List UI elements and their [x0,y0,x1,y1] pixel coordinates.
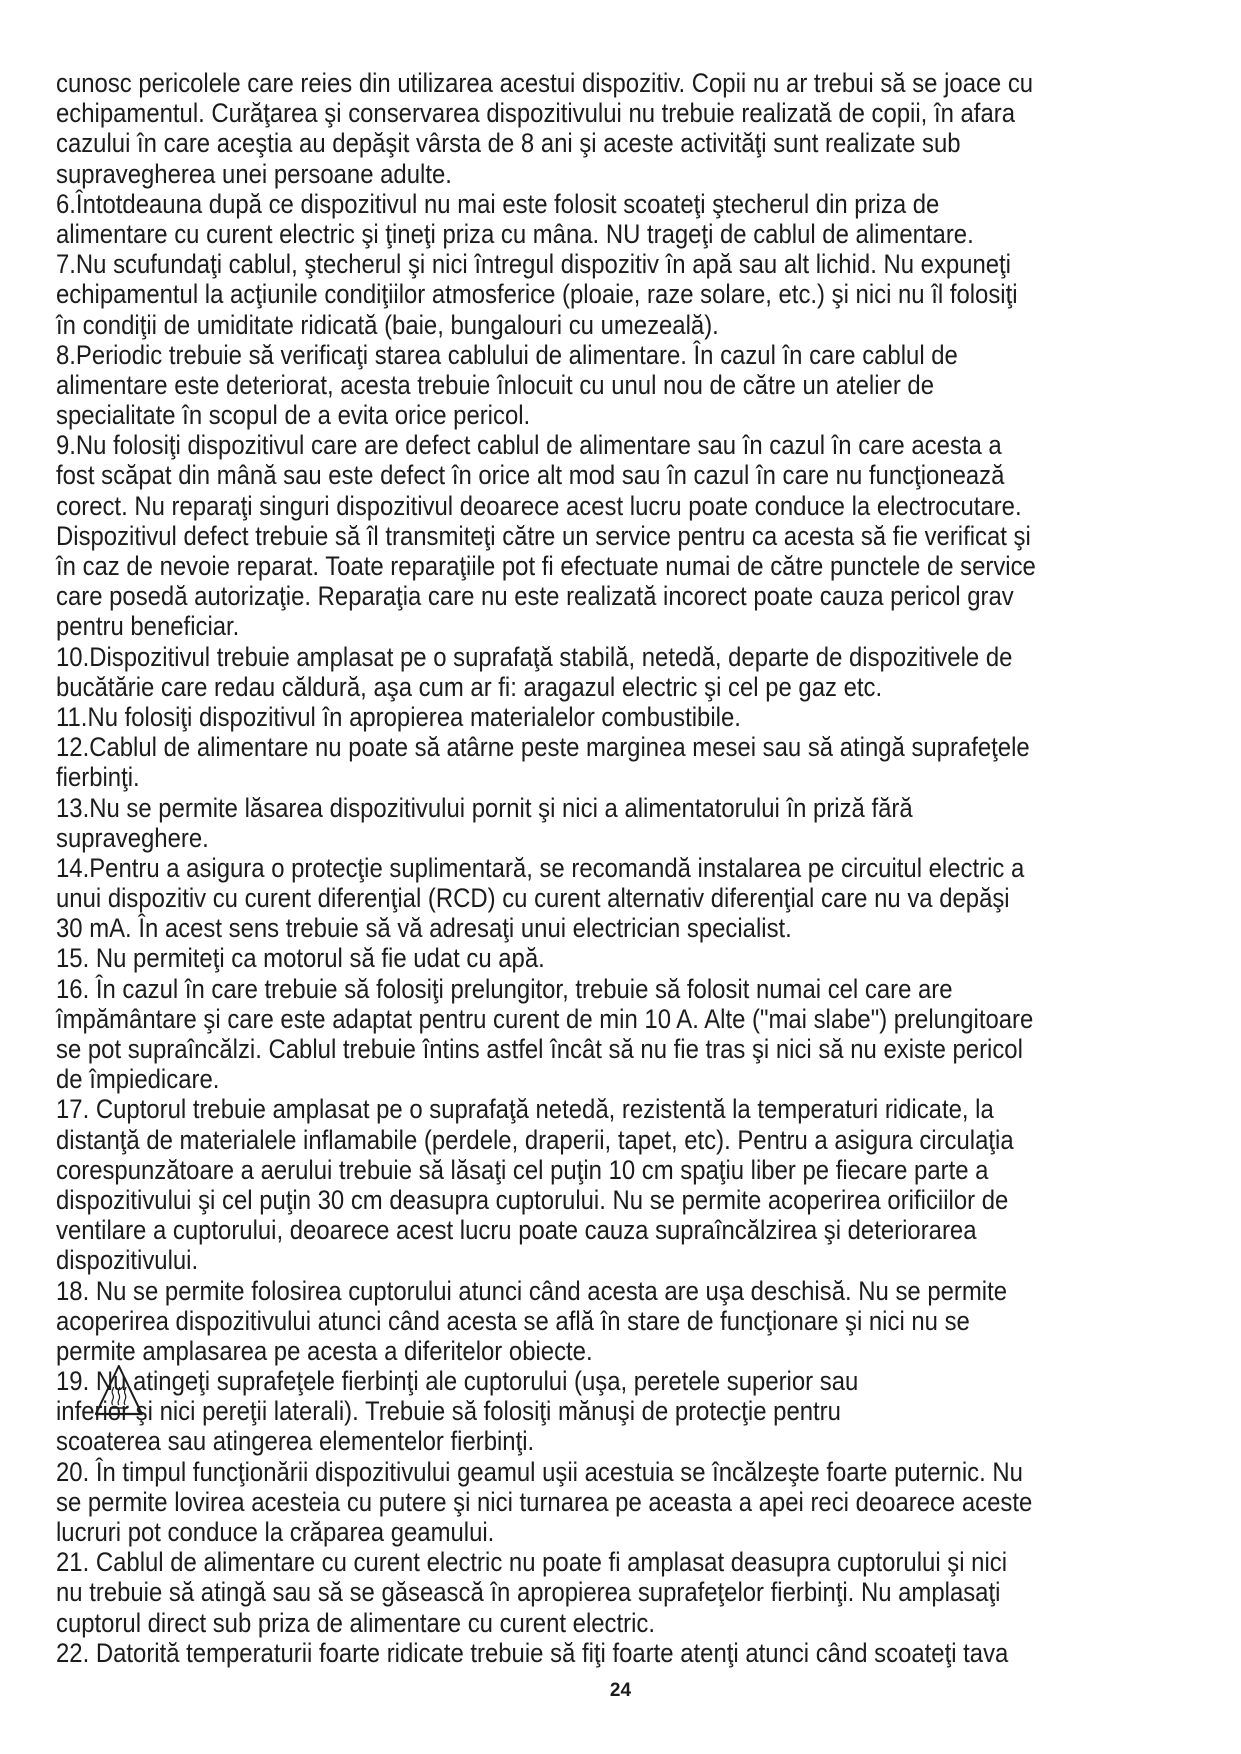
text-line: dispozitivului şi cel puţin 30 cm deasupra cuptorului. Nu se permite acoperirea orificiilor de [56,1184,1009,1215]
text-line: împământare şi care este adaptat pentru curent de min 10 A. Alte ("mai slabe") prelungitoare [56,1003,1034,1034]
text-line: alimentare cu curent electric şi ţineţi priza cu mâna. NU trageţi de cablul de alimentare. [56,218,974,249]
text-line: 20. În timpul funcţionării dispozitivului geamul uşii acestuia se încălzeşte foarte puternic. Nu [56,1456,1023,1487]
text-line: 9.Nu folosiţi dispozitivul care are defect cablul de alimentare sau în cazul în care acesta a [56,430,1002,461]
text-line: scoaterea sau atingerea elementelor fierbinţi. [56,1426,535,1457]
text-line: cazului în care aceştia au depăşit vârsta de 8 ani şi aceste activităţi sunt realizate sub [56,128,961,159]
text-line: 12.Cablul de alimentare nu poate să atârne peste marginea mesei sau să atingă suprafeţele [56,732,1030,763]
text-line: se permite lovirea acesteia cu putere şi nici turnarea pe aceasta a apei reci deoarece aceste [56,1486,1033,1517]
text-line: 18. Nu se permite folosirea cuptorului atunci când acesta are uşa deschisă. Nu se permite [56,1275,1008,1306]
text-line: 17. Cuptorul trebuie amplasat pe o suprafaţă netedă, rezistentă la temperaturi ridicate, la [56,1094,994,1125]
text-line: lucruri pot conduce la crăparea geamului. [56,1517,495,1547]
text-line: fierbinţi. [56,762,140,793]
text-line: 11.Nu folosiţi dispozitivul în apropierea materialelor combustibile. [56,701,741,732]
text-line: 6.Întotdeauna după ce dispozitivul nu mai este folosit scoateţi ştecherul din priza de [56,188,940,219]
text-line-with-warning [56,1366,1065,1396]
document-body [56,68,1065,1668]
text-line: în caz de nevoie reparat. Toate reparaţiile pot fi efectuate numai de către punctele de service [56,551,1036,581]
text-line: ventilare a cuptorului, deoarece acest lucru poate cauza supraîncălzirea şi deteriorarea [56,1215,977,1246]
text-line: 16. În cazul în care trebuie să folosiţi prelungitor, trebuie să folosit numai cel care are [56,973,953,1004]
text-line: 21. Cablul de alimentare cu curent electric nu poate fi amplasat deasupra cuptorului şi nici [56,1547,1008,1578]
text-line: nu trebuie să atingă sau să se găsească în apropierea suprafeţelor fierbinţi. Nu amplasaţi [56,1577,1001,1608]
text-line: care posedă autorizaţie. Reparaţia care nu este realizată incorect poate cauza pericol grav [56,581,1014,612]
page-number: 24 [609,1680,632,1701]
text-line: 8.Periodic trebuie să verificaţi starea cablului de alimentare. În cazul în care cablul de [56,339,958,370]
text-line: supraveghere. [56,822,209,853]
text-line: 22. Datorită temperaturii foarte ridicate trebuie să fiţi foarte atenţi atunci când scoateţi tava [56,1637,1009,1668]
text-line: supravegherea unei persoane adulte. [56,158,452,189]
text-line: 13.Nu se permite lăsarea dispozitivului pornit şi nici a alimentatorului în priză fără [56,792,913,823]
text-line: inferior şi nici pereţii laterali). Trebuie să folosiţi mănuşi de protecţie pentru [56,1396,841,1427]
text-line: acoperirea dispozitivului atunci când acesta se află în stare de funcţionare şi nici nu se [56,1305,970,1336]
text-line: corespunzătoare a aerului trebuie să lăsaţi cel puţin 10 cm spaţiu liber pe fiecare parte a [56,1154,989,1185]
text-line: fost scăpat din mână sau este defect în orice alt mod sau în cazul în care nu funcţionează [56,460,1005,491]
text-line: echipamentul la acţiunile condiţiilor atmosferice (ploaie, raze solare, etc.) şi nici nu îl folosiţi [56,279,1018,310]
text-line: pentru beneficiar. [56,611,240,642]
text-line: 15. Nu permiteţi ca motorul să fie udat cu apă. [56,943,545,974]
text-line: distanţă de materialele inflamabile (perdele, draperii, tapet, etc). Pentru a asigura circulaţia [56,1124,1014,1155]
text-line: 30 mA. În acest sens trebuie să vă adresaţi unui electrician specialist. [56,913,792,944]
text-line: alimentare este deteriorat, acesta trebuie înlocuit cu unul nou de către un atelier de [56,369,935,400]
text-line: 10.Dispozitivul trebuie amplasat pe o suprafaţă stabilă, netedă, departe de dispozitivele de [56,641,1013,672]
text-line: în condiţii de umiditate ridicată (baie, bungalouri cu umezeală). [56,309,719,340]
text-line: permite amplasarea pe acesta a diferitelor obiecte. [56,1335,593,1366]
text-line: echipamentul. Curăţarea şi conservarea dispozitivului nu trebuie realizată de copii, în afara [56,98,1015,129]
text-line: 14.Pentru a asigura o protecţie suplimentară, se recomandă instalarea pe circuitul electric a [56,852,1025,883]
hot-surface-warning-icon [93,1363,144,1417]
text-line: cuptorul direct sub priza de alimentare cu curent electric. [56,1607,655,1638]
text-line: dispozitivului. [56,1245,199,1276]
text-line: bucătărie care redau căldură, aşa cum ar fi: aragazul electric şi cel pe gaz etc. [56,671,883,702]
text-line: se pot supraîncălzi. Cablul trebuie întins astfel încât să nu fie tras şi nici să nu existe pericol [56,1034,1023,1064]
text-line: specialitate în scopul de a evita orice pericol. [56,400,531,431]
text-line-content: 19. Nu atingeţi suprafeţele fierbinţi ale cuptorului (uşa, peretele superior sau [56,1366,859,1397]
text-line: 7.Nu scufundaţi cablul, ştecherul şi nici întregul dispozitiv în apă sau alt lichid. Nu expuneţi [56,249,1011,280]
text-line: de împiedicare. [56,1064,220,1095]
text-line: corect. Nu reparaţi singuri dispozitivul deoarece acest lucru poate conduce la electrocutare. [56,490,1022,521]
text-line: unui dispozitiv cu curent diferenţial (RCD) cu curent alternativ diferenţial care nu va depăşi [56,883,1010,914]
text-line: cunosc pericolele care reies din utilizarea acestui dispozitiv. Copii nu ar trebui să se joace cu [56,68,1034,98]
text-line: Dispozitivul defect trebuie să îl transmiteţi către un service pentru ca acesta să fie verificat şi [56,520,1031,551]
